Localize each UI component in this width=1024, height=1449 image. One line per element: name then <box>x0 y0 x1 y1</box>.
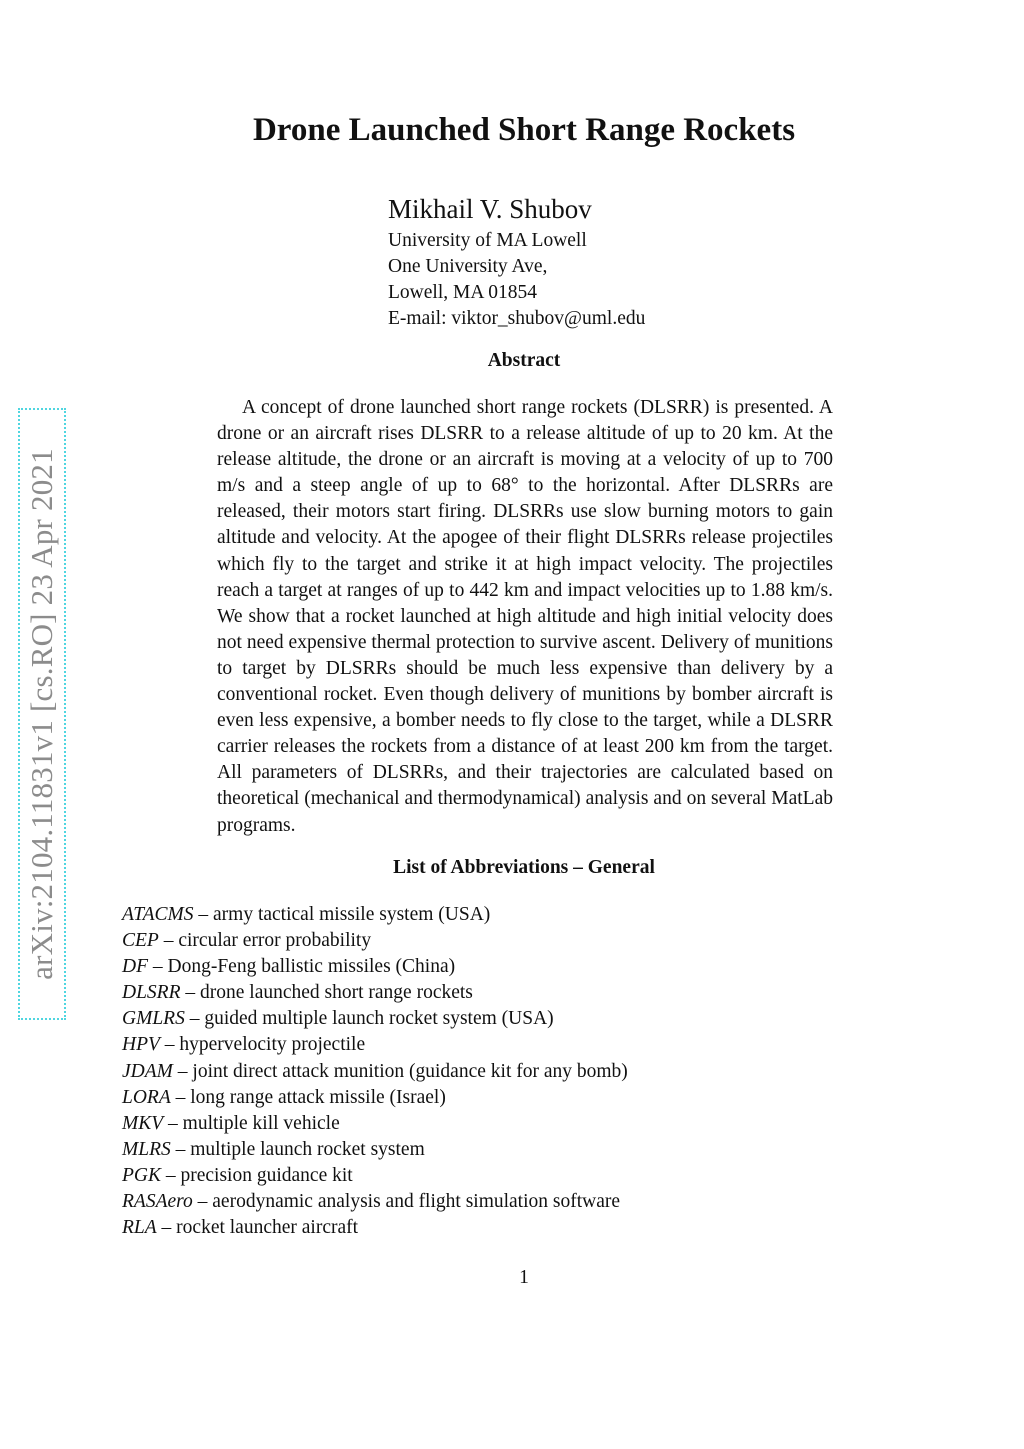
abbreviation-item: CEP – circular error probability <box>122 930 372 952</box>
abbreviation-item: GMLRS – guided multiple launch rocket system (USA) <box>122 1008 554 1030</box>
abbreviation-definition: rocket launcher aircraft <box>176 1217 359 1239</box>
author-affiliation-city: Lowell, MA 01854 <box>388 282 537 303</box>
arxiv-identifier: arXiv:2104.11831v1 [cs.RO] 23 Apr 2021 <box>24 448 59 980</box>
abbreviations-heading: List of Abbreviations – General <box>393 857 655 878</box>
abbreviation-definition: multiple kill vehicle <box>182 1112 340 1134</box>
abbreviation-term: HPV <box>122 1034 160 1056</box>
abbreviation-item: JDAM – joint direct attack munition (guidance kit for any bomb) <box>122 1060 628 1082</box>
abbreviation-definition: aerodynamic analysis and flight simulation software <box>212 1191 621 1213</box>
abbreviation-definition: joint direct attack munition (guidance kit for any bomb) <box>192 1060 628 1082</box>
abbreviation-definition: Dong-Feng ballistic missiles (China) <box>167 956 456 978</box>
author-name: Mikhail V. Shubov <box>388 194 592 224</box>
abbreviation-term: MKV <box>122 1112 164 1134</box>
abbreviation-item: DF – Dong-Feng ballistic missiles (China) <box>122 956 456 978</box>
abbreviation-term: MLRS <box>122 1138 171 1160</box>
abbreviation-definition: multiple launch rocket system <box>190 1138 425 1160</box>
abbreviation-definition: circular error probability <box>178 930 372 952</box>
abbreviation-definition: drone launched short range rockets <box>200 982 473 1004</box>
abbreviation-term: ATACMS <box>122 904 194 925</box>
author-affiliation-street: One University Ave, <box>388 256 548 277</box>
abbreviation-item: RLA – rocket launcher aircraft <box>122 1217 359 1239</box>
page-number: 1 <box>519 1267 529 1288</box>
abbreviation-item: PGK – precision guidance kit <box>122 1164 353 1186</box>
abbreviation-term: DLSRR <box>122 982 181 1004</box>
abbreviation-term: LORA <box>122 1086 171 1108</box>
abbreviation-item: DLSRR – drone launched short range rockets <box>122 982 473 1004</box>
abbreviation-term: CEP <box>122 930 159 952</box>
abbreviation-definition: army tactical missile system (USA) <box>213 904 491 925</box>
abbreviation-term: GMLRS <box>122 1008 185 1030</box>
paper-title: Drone Launched Short Range Rockets <box>252 112 796 148</box>
abbreviation-term: RASAero <box>122 1191 193 1213</box>
abbreviation-item: LORA – long range attack missile (Israel) <box>122 1086 446 1108</box>
abbreviation-item: MKV – multiple kill vehicle <box>122 1112 340 1134</box>
abbreviation-definition: precision guidance kit <box>180 1164 353 1186</box>
abbreviations-list <box>122 902 628 1241</box>
abbreviation-item: ATACMS – army tactical missile system (USA) <box>122 904 491 925</box>
author-email: E-mail: viktor_shubov@uml.edu <box>388 308 646 329</box>
abbreviation-definition: guided multiple launch rocket system (USA) <box>204 1008 554 1030</box>
author-affiliation-university: University of MA Lowell <box>388 230 587 251</box>
abbreviation-item: HPV – hypervelocity projectile <box>122 1034 366 1056</box>
abbreviation-term: PGK <box>122 1164 161 1186</box>
abbreviation-term: JDAM <box>122 1060 173 1082</box>
abbreviation-item: MLRS – multiple launch rocket system <box>122 1138 425 1160</box>
abbreviation-term: RLA <box>122 1217 157 1239</box>
abstract-text: A concept of drone launched short range rockets (DLSRR) is presented. A drone or an aircraft rises DLSRR to a release altitude of up to 20 km. At the release altitude, the drone or an aircraft is moving at a velocity of up to 700 m/s and a steep angle of up to 68° to the horizontal. After DLSRRs are released, their motors start firing. DLSRRs use slow burning motors to gain altitude and velocity. At the apogee of their flight DLSRRs release projectiles which fly to the target and strike it at high impact velocity. The projectiles reach a target at ranges of up to 442 km and impact velocities up to 1.88 km/s. We show that a rocket launched at high altitude and high initial velocity does not need expensive thermal protection to survive ascent. Delivery of munitions to target by DLSRRs should be much less expensive than delivery by a conventional rocket. Even though delivery of munitions by bomber aircraft is even less expensive, a bomber needs to fly close to the target, while a DLSRR carrier releases the rockets from a distance of at least 200 km from the target. All parameters of DLSRRs, and their trajectories are calculated based on theoretical (mechanical and thermodynamical) analysis and on several MatLab programs. <box>217 397 833 836</box>
abbreviation-item: RASAero – aerodynamic analysis and flight simulation software <box>122 1191 621 1213</box>
arxiv-stamp <box>18 408 66 1020</box>
abbreviation-definition: hypervelocity projectile <box>179 1034 366 1056</box>
abbreviation-term: DF <box>122 956 148 978</box>
abbreviation-definition: long range attack missile (Israel) <box>190 1086 446 1108</box>
abstract-heading: Abstract <box>487 350 561 371</box>
